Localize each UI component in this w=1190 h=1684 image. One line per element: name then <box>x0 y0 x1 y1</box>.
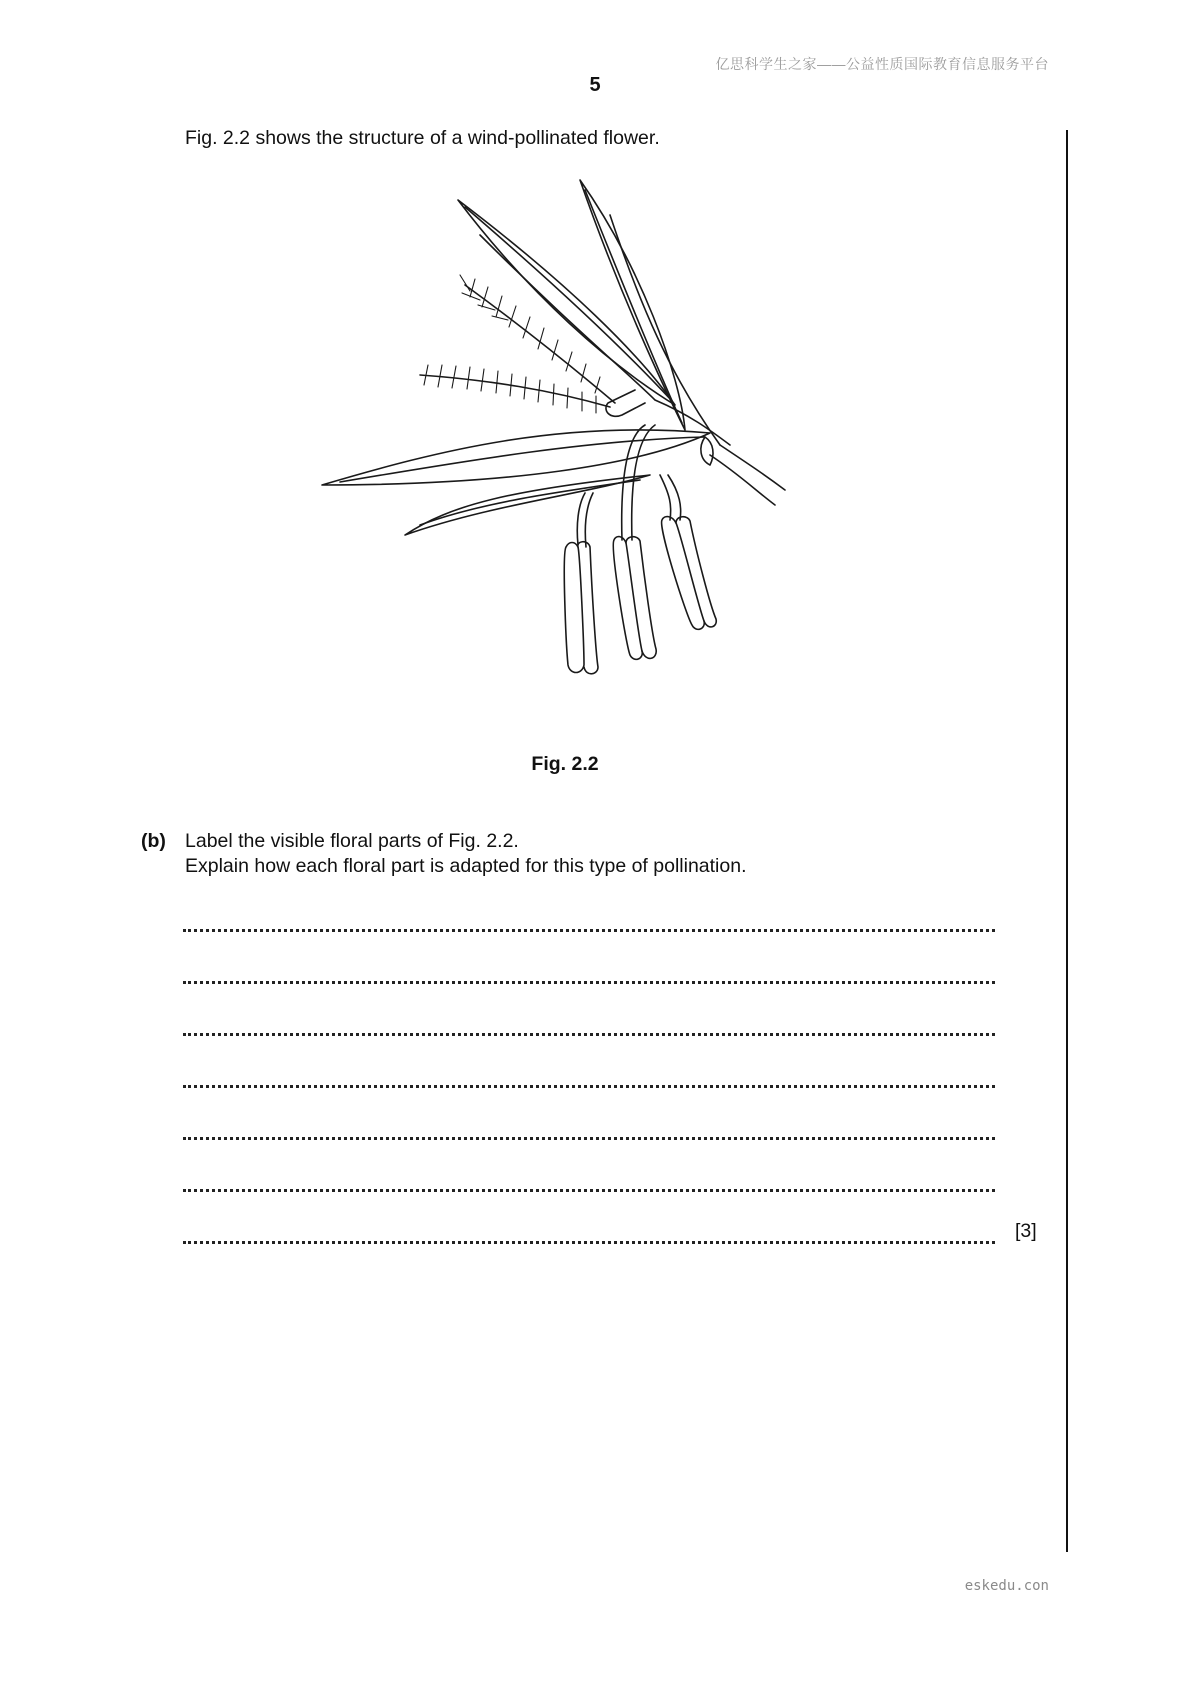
figure-caption: Fig. 2.2 <box>531 753 599 775</box>
wind-pollinated-flower-drawing <box>310 175 830 735</box>
stalk-node <box>701 437 713 465</box>
upper-bract-vein <box>465 207 672 401</box>
margin-rule <box>1066 130 1068 1552</box>
answer-line-1[interactable] <box>183 929 995 932</box>
anther-center <box>613 537 642 660</box>
filament-left-2 <box>585 493 593 547</box>
anther-right <box>662 517 705 630</box>
flower-stalk <box>720 445 785 490</box>
lemma <box>480 235 730 445</box>
answer-line-4[interactable] <box>183 1085 995 1088</box>
footer-watermark: eskedu.con <box>964 1578 1049 1594</box>
stigma-hairs-lower <box>424 365 596 413</box>
lower-bract <box>322 430 710 485</box>
answer-line-7[interactable] <box>183 1241 995 1244</box>
answer-line-6[interactable] <box>183 1189 995 1192</box>
question-part-label: (b) <box>141 830 166 852</box>
palea <box>610 215 720 445</box>
answer-line-2[interactable] <box>183 981 995 984</box>
filament-center-2 <box>632 425 655 540</box>
filament-right <box>660 475 671 520</box>
anther-left <box>564 543 584 673</box>
filament-left <box>577 493 585 545</box>
header-watermark: 亿思科学生之家——公益性质国际教育信息服务平台 <box>715 56 1049 72</box>
question-text-line1: Label the visible floral parts of Fig. 2.2. <box>185 830 519 852</box>
answer-line-3[interactable] <box>183 1033 995 1036</box>
page-number: 5 <box>589 74 601 96</box>
marks-label: [3] <box>1015 1220 1037 1242</box>
flower-stalk-lower <box>710 455 775 505</box>
question-text-line2: Explain how each floral part is adapted for this type of pollination. <box>185 855 747 877</box>
answer-line-5[interactable] <box>183 1137 995 1140</box>
upper-right-bract-vein <box>585 190 682 423</box>
flower-figure <box>310 175 830 735</box>
stigma-stem <box>606 390 645 416</box>
intro-text: Fig. 2.2 shows the structure of a wind-pollinated flower. <box>185 127 660 149</box>
anther-center-b <box>626 537 656 659</box>
anther-left-b <box>578 542 598 674</box>
anther-right-b <box>676 517 716 627</box>
